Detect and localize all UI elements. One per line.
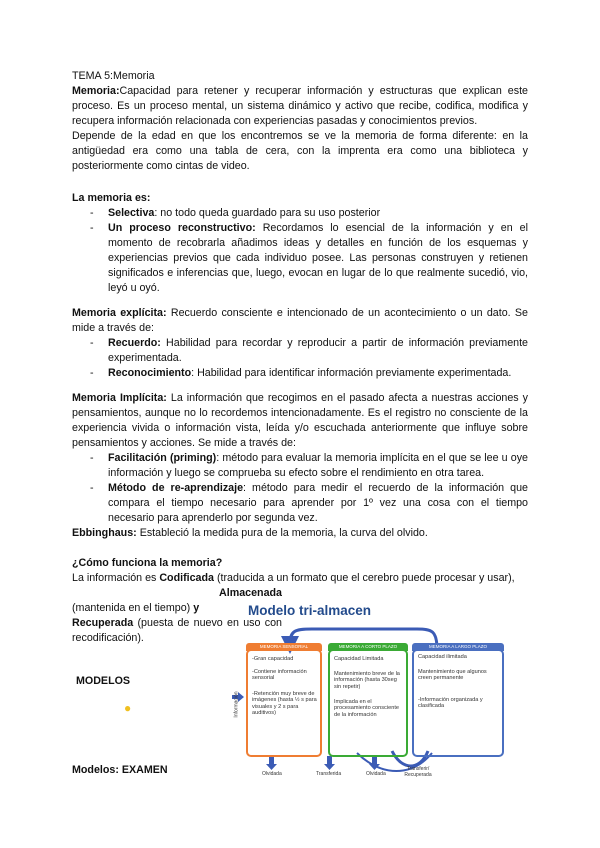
sensory-memory-box: MEMORIA SENSORIAL -Gran capacidad -Contiene información sensorial -Retención muy breve de imágenes (hasta ½ s para visuales y 2 s para auditivos) bbox=[246, 649, 322, 757]
list-item: - Selectiva: no todo queda guardado para su uso posterior bbox=[108, 206, 528, 221]
down-arrow-3 bbox=[372, 756, 377, 764]
lightbulb-icon: ● bbox=[124, 701, 132, 715]
implicita-block: Memoria Implícita: La información que recogimos en el pasado afecta a nuestras acciones y pensamientos, aunque no lo recordemos intencionadamente. Es el registro no consciente de la experiencia vivida o información vista, leída y/o escuchada anteriormente que influye sobre pensamientos y acciones. Se mide a través de: - Facilitación (priming): método para evaluar la memoria implícita en el que se lee u oye información y luego se comprueba su efecto sobre el rendimiento en otra tarea. - Método de re-aprendizaje: método para medir el recuerdo de la información que compara el tiempo necesario para aprender por 1º vez una cosa con el tiempo necesario para aprenderlo por segunda vez. Ebbinghaus: Estableció la medida pura de la memoria, la curva del olvido. bbox=[72, 391, 528, 541]
funciona-heading: ¿Cómo funciona la memoria? bbox=[72, 557, 223, 569]
funciona-left-column: Almacenada (mantenida en el tiempo) y Recuperada (puesta de nuevo en uso con recodificación). bbox=[72, 587, 282, 644]
down-arrow-2 bbox=[327, 756, 332, 764]
modelos-heading: MODELOS bbox=[76, 675, 131, 687]
tri-almacen-diagram bbox=[232, 601, 528, 781]
memoria-es-heading: La memoria es: bbox=[72, 192, 151, 204]
definition-block bbox=[72, 84, 528, 174]
diagram-title: Modelo tri-almacen bbox=[248, 603, 372, 618]
explicita-block: Memoria explícita: Recuerdo consciente e intencionado de un acontecimiento o un dato. Se mide a través de: - Recuerdo: Habilidad para recordar y reproducir a partir de información previamente experimentada. - Reconocimiento: Habilidad para identificar información previamente experimentada. bbox=[72, 306, 528, 381]
modelos-examen: Modelos: EXAMEN bbox=[72, 764, 168, 776]
explicita-term: Memoria explícita: bbox=[72, 307, 167, 319]
funciona-block: ¿Cómo funciona la memoria? La información es Codificada (traducida a un formato que el cerebro puede procesar y usar), bbox=[72, 557, 515, 584]
list-item: - Reconocimiento: Habilidad para identificar información previamente experimentada. bbox=[108, 366, 528, 381]
implicita-term: Memoria Implícita: bbox=[72, 392, 167, 404]
output-label: Olvidada bbox=[262, 771, 282, 777]
input-label: Información bbox=[233, 691, 240, 718]
down-arrow-1 bbox=[269, 756, 274, 764]
long-term-memory-box: MEMORIA A LARGO PLAZO Capacidad ilimitada Mantenimiento que algunos creen permanente -Información organizada y clasificada bbox=[412, 649, 504, 757]
age-paragraph: Depende de la edad en que los encontremos se ve la memoria de forma diferente: en la antigüedad era como una tabla de cera, con la imprenta era como una biblioteca y posteriormente como cintas de video. bbox=[72, 130, 528, 172]
page-title: TEMA 5:Memoria bbox=[72, 70, 155, 82]
output-label: Transferida bbox=[316, 771, 342, 777]
list-item: - Un proceso reconstructivo: Recordamos lo esencial de la información y en el momento de recobrarla añadimos ideas y detalles en función de los esquemas y experiencias previos que cada individuo posee. Las personas construyen y retienen significados e inferencias que, luego, evocan en lugar de lo que realmente sucedió, vio, leyó u oyó. bbox=[108, 221, 528, 296]
list-item: - Facilitación (priming): método para evaluar la memoria implícita en el que se lee u oye información y luego se comprueba su efecto sobre el rendimiento en otra tarea. bbox=[108, 451, 528, 481]
definition-text: Capacidad para retener y recuperar información y estructuras que explican este proceso. Es un proceso mental, un sistema dinámico y activo que recibe, codifica, modifica y recupera información relacionada con experiencias pasadas y conocimientos previos. bbox=[72, 85, 528, 127]
definition-term: Memoria: bbox=[72, 85, 120, 97]
output-label: Olvidada bbox=[366, 771, 386, 777]
memoria-es-block bbox=[72, 191, 528, 296]
output-label: Transferir/ Recuperada bbox=[404, 766, 432, 778]
short-term-memory-box: MEMORIA A CORTO PLAZO Capacidad Limitada Mantenimiento breve de la información (hasta 30seg sin repetir) Implicada en el procesamiento consciente de la información bbox=[328, 649, 408, 757]
ebbinghaus-term: Ebbinghaus: bbox=[72, 527, 137, 539]
list-item: - Método de re-aprendizaje: método para medir el recuerdo de la información que compara el tiempo necesario para aprender por 1º vez una cosa con el tiempo necesario para aprenderlo por segunda vez. bbox=[108, 481, 528, 526]
list-item: - Recuerdo: Habilidad para recordar y reproducir a partir de información previamente experimentada. bbox=[108, 336, 528, 366]
